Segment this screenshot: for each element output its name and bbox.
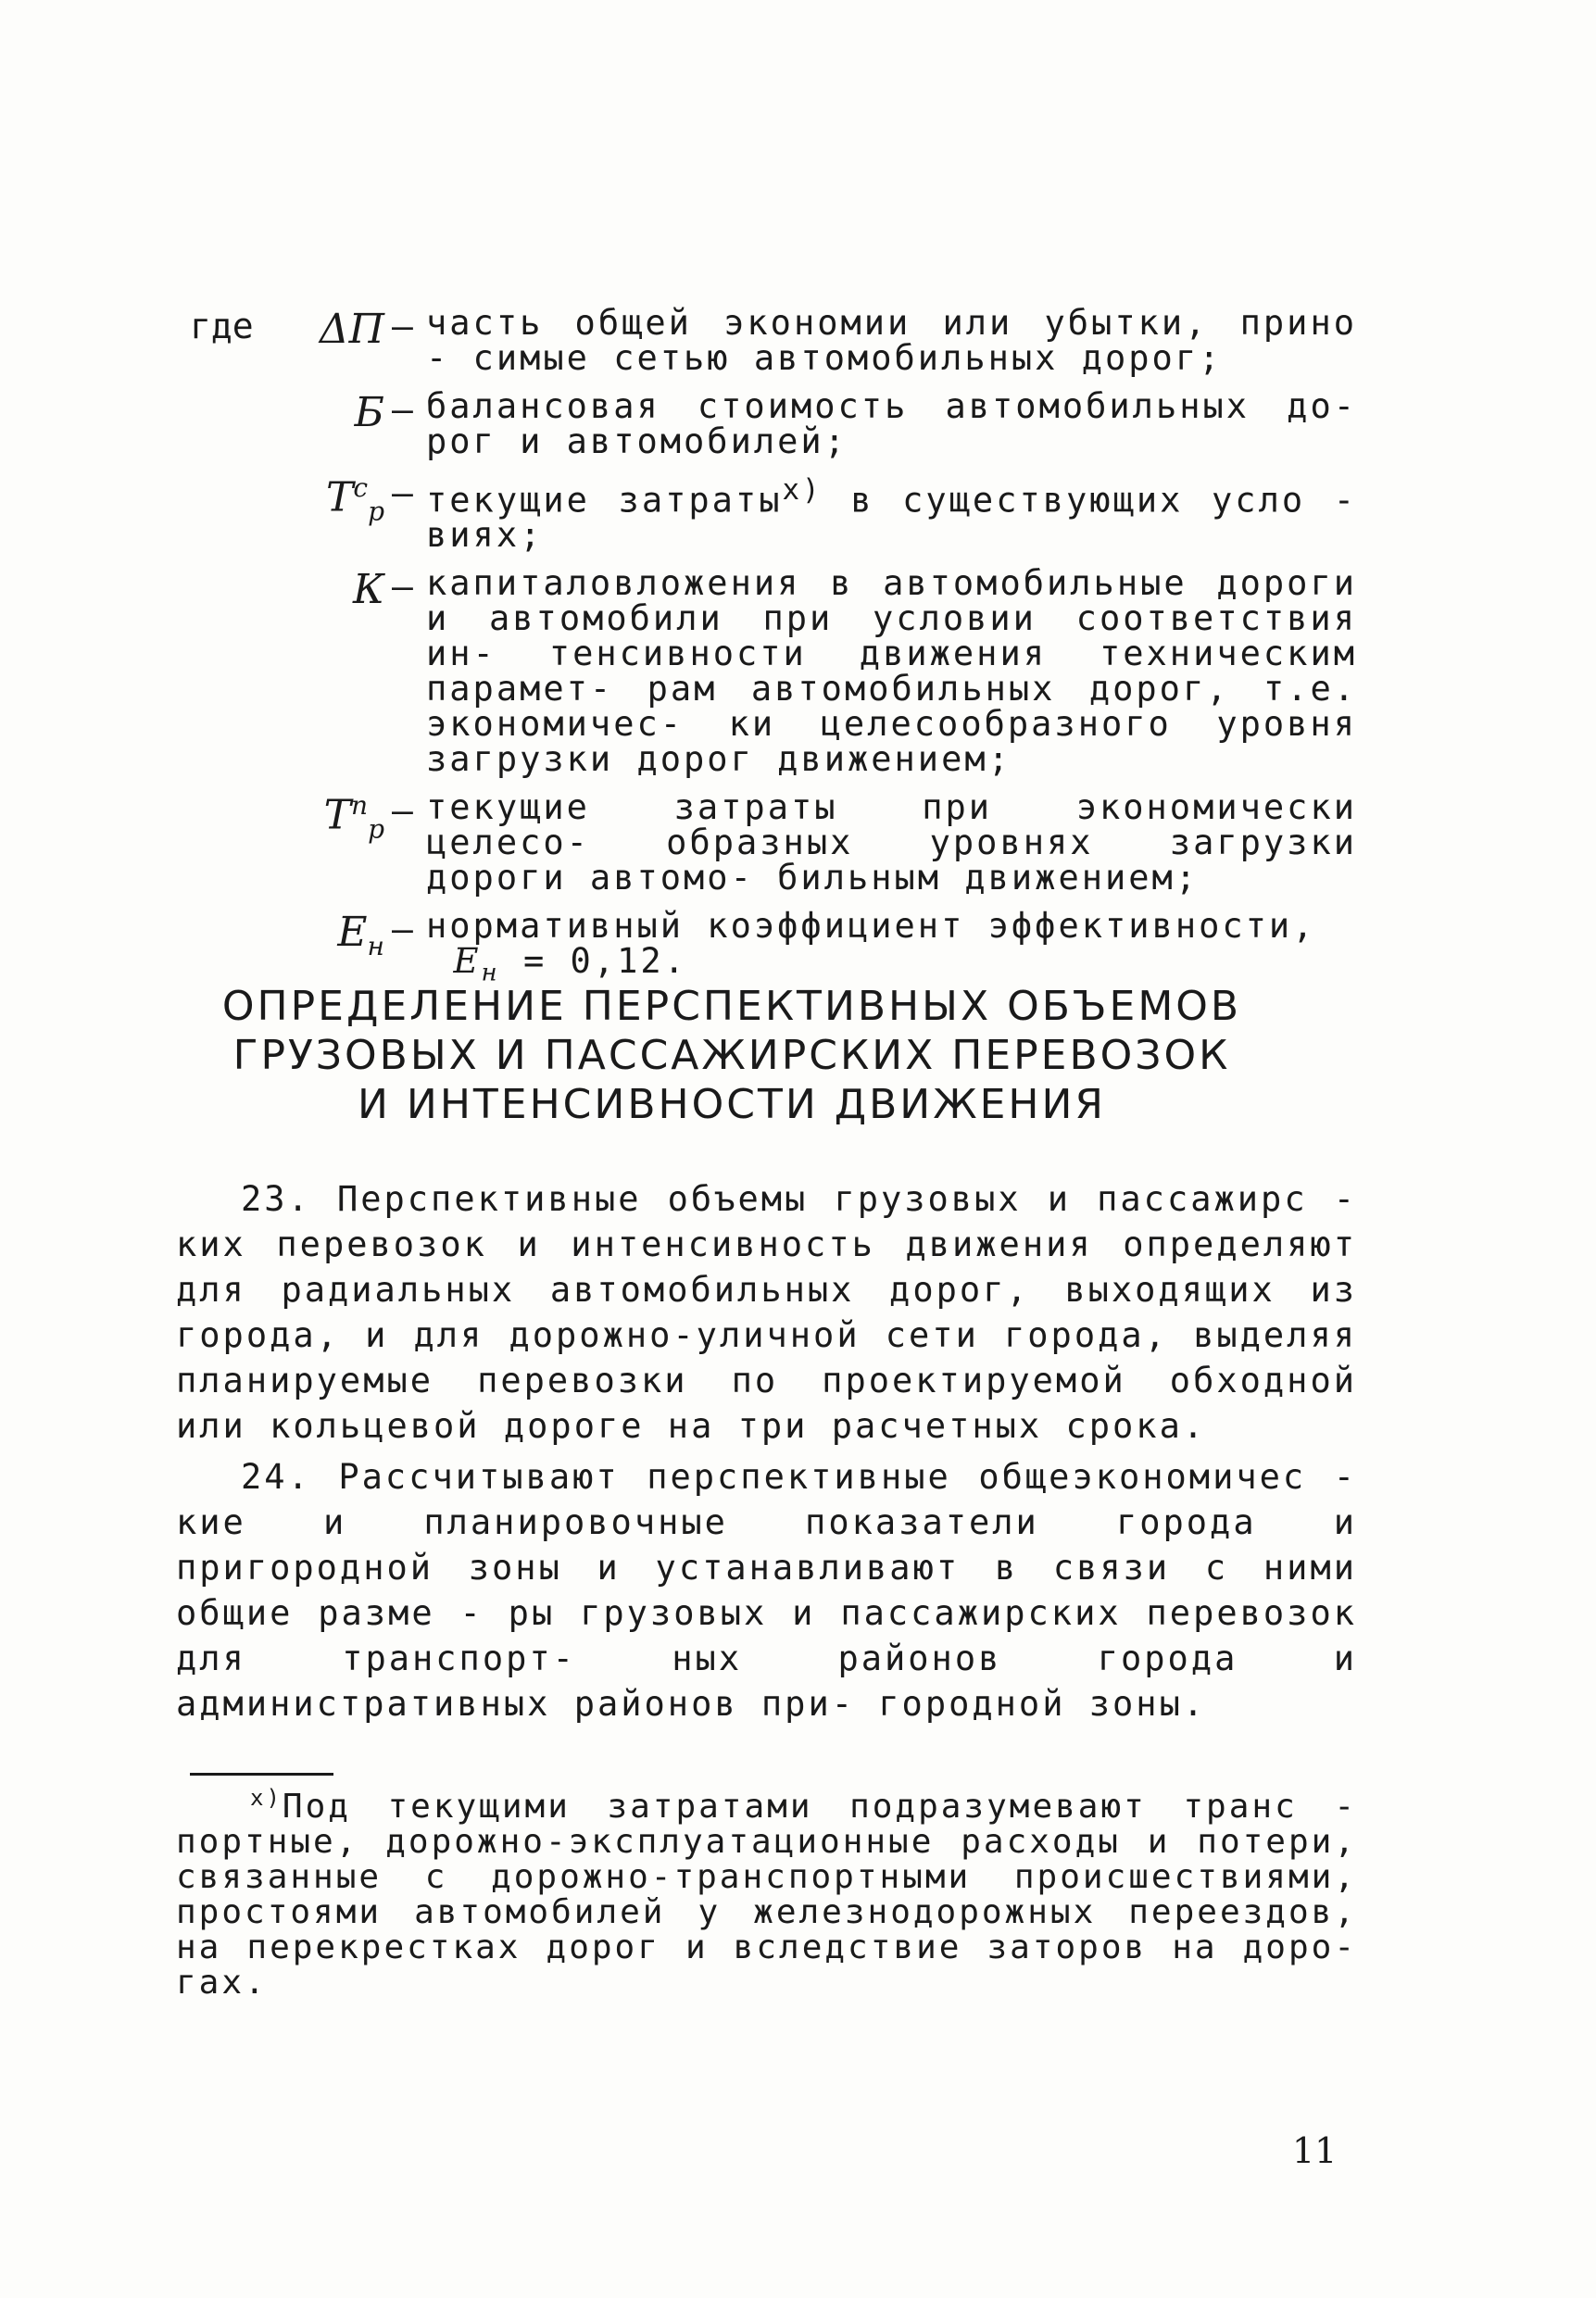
formula-en: $Е_н$: [453, 941, 500, 987]
body-text: [176, 1176, 1357, 1732]
definition-text: текущие затраты при экономически целесо- образных уровнях загрузки дороги автомо- бильным движением;: [426, 787, 1357, 898]
dash: –: [392, 566, 413, 608]
heading-line: ГРУЗОВЫХ И ПАССАЖИРСКИХ ПЕРЕВОЗОК: [232, 1032, 1231, 1079]
definitions-list: [190, 303, 1358, 1004]
section-heading: [185, 982, 1278, 1129]
definition-text: текущие затраты$^{х)}$ в существующих усло - виях;: [426, 473, 1358, 556]
dash: –: [392, 472, 413, 513]
dash: –: [392, 790, 413, 832]
paragraph-24: 24. Рассчитывают перспективные общеэкономичес - кие и планировочные показатели города и пригородной зоны и устанавливают в связи с ними общие разме - ры грузовых и пассажирских перевозок для транспорт- ных районов города и административных районов при- городной зоны.: [176, 1457, 1357, 1724]
symbol: К: [352, 566, 384, 614]
symbol: $Т^п_р$: [323, 790, 384, 845]
footnote-marker: х): [250, 1785, 283, 1811]
heading-line: ОПРЕДЕЛЕНИЕ ПЕРСПЕКТИВНЫХ ОБЪЕМОВ: [221, 983, 1242, 1030]
footnote-text: Под текущими затратами подразумевают транс - портные, дорожно-эксплуатационные расходы и потери, связанные с дорожно-транспортными происшествиями, простоями автомобилей у железнодорожных переездов, на перекрестках дорог и вследствие заторов на доро- гах.: [176, 1788, 1357, 2002]
definition-k: [190, 563, 1357, 780]
definition-en: [190, 906, 1357, 990]
definition-b: [190, 386, 1357, 461]
definition-text: нормативный коэффициент эффективности, $Е_н = 0,12$.: [426, 906, 1316, 987]
paragraph-23: 23. Перспективные объемы грузовых и пассажирс - ких перевозок и интенсивность движения определяют для радиальных автомобильных дорог, выходящих из города, и для дорожно-уличной сети города, выделяя планируемые перевозки по проектируемой обходной или кольцевой дороге на три расчетных срока.: [176, 1179, 1357, 1446]
definition-text: балансовая стоимость автомобильных до- рог и автомобилей;: [426, 386, 1357, 461]
where-word: где: [190, 306, 254, 346]
dash: –: [392, 306, 413, 346]
dash: –: [392, 909, 413, 950]
dash: –: [392, 389, 413, 430]
footnote: [176, 1780, 1357, 2001]
heading-line: И ИНТЕНСИВНОСТИ ДВИЖЕНИЯ: [358, 1081, 1106, 1128]
symbol: $Т^с_р$: [326, 472, 384, 527]
page-number: 11: [1292, 2130, 1338, 2171]
definition-delta-p: [190, 303, 1357, 378]
footnote-rule: [190, 1773, 333, 1776]
footnote-ref: х): [782, 473, 823, 507]
symbol: $Е_н$: [337, 909, 384, 962]
symbol: Б: [354, 389, 384, 436]
definition-tc: [190, 472, 1358, 556]
definition-text: капиталовложения в автомобильные дороги и автомобили при условии соответствия ин- тенсивности движения техническим парамет- рам автомобильных дорог, т.е. экономичес- ки целесообразного уровня загрузки дорог движением;: [426, 563, 1357, 780]
symbol: ΔП: [319, 306, 384, 353]
definition-tp: [190, 787, 1357, 898]
definition-text: часть общей экономии или убытки, прино - симые сетью автомобильных дорог;: [426, 303, 1357, 378]
